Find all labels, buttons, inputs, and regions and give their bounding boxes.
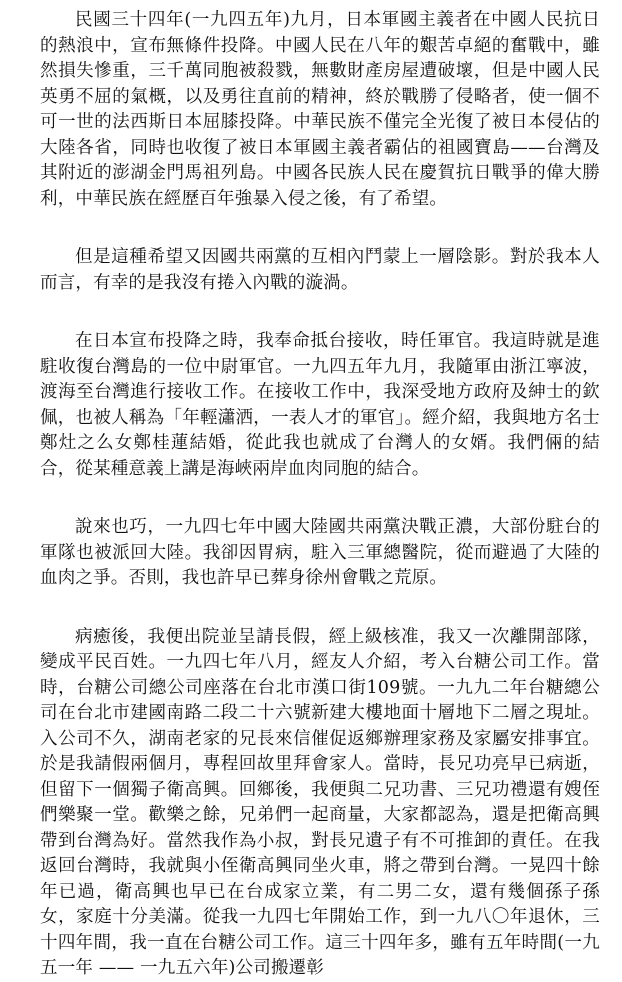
paragraph-5: 病癒後，我便出院並呈請長假，經上級核准，我又一次離開部隊，變成平民百姓。一九四七年八月，經友人介紹，考入台糖公司工作。當時，台糖公司總公司座落在台北市漢口街109號。一九九二年台糖總公司在台北市建國南路二段二十六號新建大樓地面十層地下二層之現址。入公司不久，湖南老家的兄長來信催促返鄉辦理家務及家屬安排事宜。於是我請假兩個月，專程回故里拜會家人。當時，長兄功亮早已病逝，但留下一個獨子衛高興。回鄉後，我便與二兄功書、三兄功禮還有嫂侄們樂聚一堂。歡樂之餘，兄弟們一起商量，大家都認為，還是把衛高興帶到台灣為好。當然我作為小叔，對長兄遺子有不可推卸的責任。在我返回台灣時，我就與小侄衛高興同坐火車，將之帶到台灣。一晃四十餘年已過，衛高興也早已在台成家立業，有二男二女，還有幾個孫子孫女，家庭十分美滿。從我一九四七年開始工作，到一九八〇年退休，三十四年間，我一直在台糖公司工作。這三十四年多，雖有五年時間(一九五一年 —— 一九五六年)公司搬遷彰 bbox=[40, 626, 600, 978]
paragraph-2: 但是這種希望又因國共兩黨的互相內鬥蒙上一層陰影。對於我本人而言，有幸的是我沒有捲入內戰的漩渦。 bbox=[40, 247, 600, 293]
paragraph-3: 在日本宣布投降之時，我奉命抵台接收，時任軍官。我這時就是進駐收復台灣島的一位中尉軍官。一九四五年九月，我隨軍由浙江寧波，渡海至台灣進行接收工作。在接收工作中，我深受地方政府及紳士的欽佩，也被人稱為「年輕瀟洒，一表人才的軍官」。經介紹，我與地方名士鄭灶之么女鄭桂蓮結婚，從此我也就成了台灣人的女婿。我們倆的結合，從某種意義上講是海峽兩岸血肉同胞的結合。 bbox=[40, 331, 600, 479]
paragraph-4: 說來也巧，一九四七年中國大陸國共兩黨決戰正濃，大部份駐台的軍隊也被派回大陸。我卻因胃病，駐入三軍總醫院，從而避過了大陸的血肉之爭。否則，我也許早已葬身徐州會戰之荒原。 bbox=[40, 517, 600, 588]
paragraph-1: 民國三十四年(一九四五年)九月，日本軍國主義者在中國人民抗日的熱浪中，宣布無條件投降。中國人民在八年的艱苦卓絕的奮戰中，雖然損失慘重，三千萬同胞被殺戮，無數財產房屋遭破壞，但是中國人民英勇不屈的氣概，以及勇往直前的精神，終於戰勝了侵略者，使一個不可一世的法西斯日本屈膝投降。中華民族不僅完全光復了被日本侵佔的大陸各省，同時也收復了被日本軍國主義者霸佔的祖國寶島——台灣及其附近的澎湖金門馬祖列島。中國各民族人民在慶賀抗日戰爭的偉大勝利，中華民族在經歷百年強暴入侵之後，有了希望。 bbox=[40, 10, 600, 209]
paragraph-gap bbox=[40, 592, 600, 625]
document-page bbox=[40, 8, 600, 982]
paragraph-gap bbox=[40, 296, 600, 329]
paragraph-gap bbox=[40, 482, 600, 515]
paragraph-gap bbox=[40, 212, 600, 245]
